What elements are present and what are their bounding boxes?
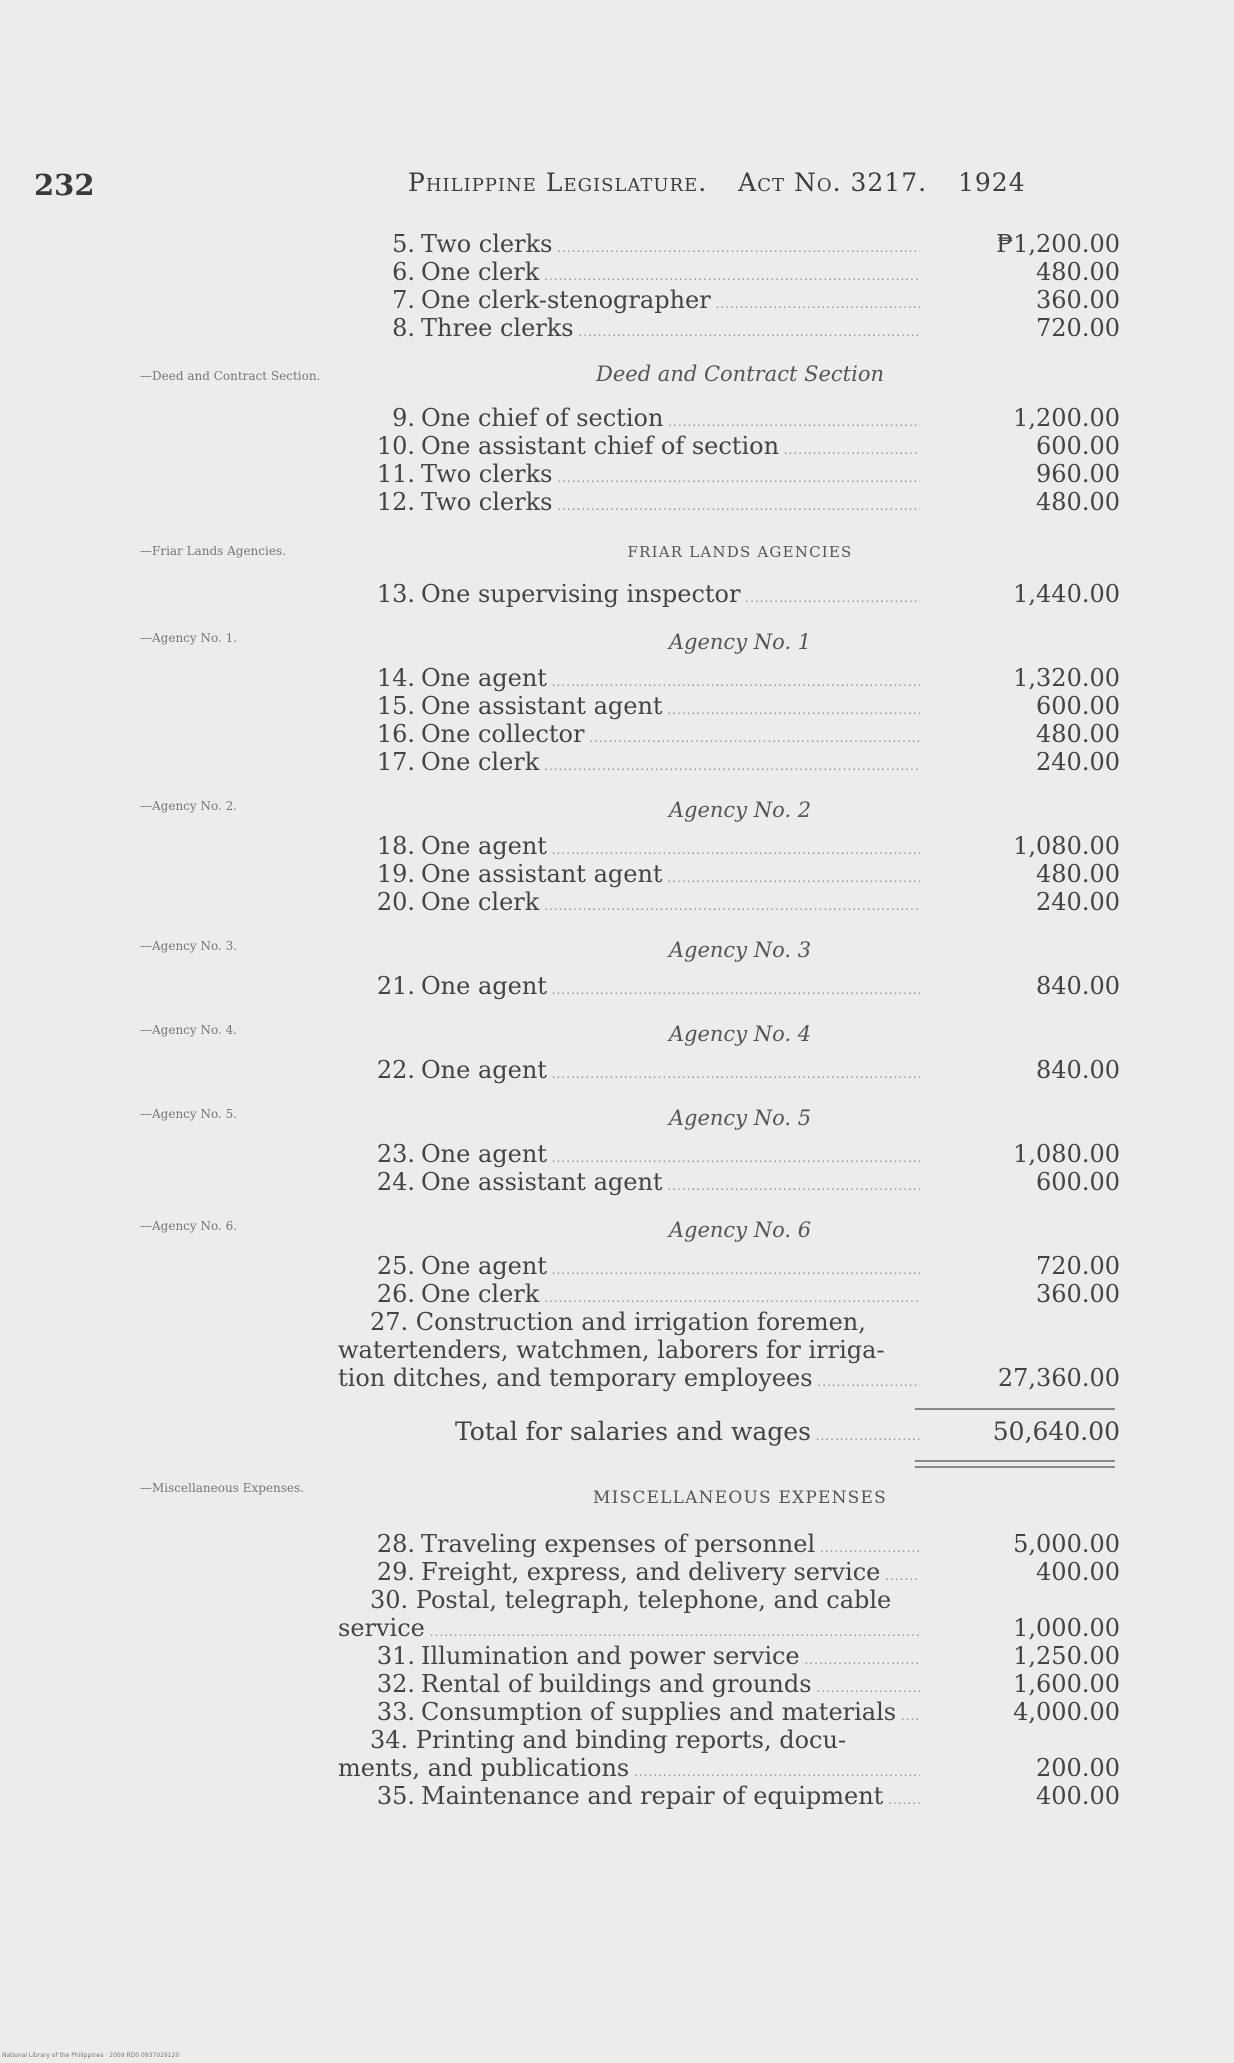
section-title-agency-4: Agency No. 4 — [668, 1022, 812, 1046]
item-number: 11. — [376, 460, 415, 488]
line-item-28 — [370, 1530, 1120, 1558]
margin-note-agency-2: —Agency No. 2. — [140, 799, 238, 813]
margin-note-friar: —Friar Lands Agencies. — [140, 544, 286, 558]
item-number: 20. — [376, 888, 415, 916]
item-label: ments, and publications ..... — [338, 1754, 920, 1786]
item-label: One agent — [421, 832, 547, 860]
line-item-5 — [370, 230, 1120, 258]
item-label: Two clerks — [421, 460, 553, 488]
item-number: 25. — [376, 1252, 415, 1280]
item-label: One clerk — [421, 748, 540, 776]
line-item-23 — [370, 1140, 1120, 1168]
section-title-deed: Deed and Contract Section — [596, 362, 884, 386]
section-title-agency-2: Agency No. 2 — [668, 798, 812, 822]
item-30-line-2 — [338, 1614, 1120, 1642]
item-label: One assistant agent — [421, 1168, 663, 1196]
line-item-25 — [370, 1252, 1120, 1280]
line-item-20 — [370, 888, 1120, 916]
section-title-friar: FRIAR LANDS AGENCIES — [627, 543, 853, 561]
item-label: One clerk — [421, 258, 540, 286]
item-label: Rental of buildings and grounds — [421, 1670, 812, 1698]
item-label: One supervising inspector — [421, 580, 741, 608]
item-label: One agent — [421, 1140, 547, 1168]
item-number: 7. — [392, 286, 415, 314]
item-amount: ₱1,200.00 — [996, 230, 1120, 258]
item-number: 22. — [376, 1056, 415, 1084]
item-amount: 1,080.00 — [1013, 832, 1120, 860]
item-34-line-1: 34. Printing and binding reports, docu- — [370, 1726, 847, 1754]
item-label: One agent — [421, 972, 547, 1000]
item-amount: 1,200.00 — [1013, 404, 1120, 432]
item-34-line-2 — [338, 1754, 1120, 1782]
item-amount: 360.00 — [1036, 286, 1120, 314]
running-head-act: Act No. 3217. — [738, 168, 928, 197]
item-amount: 600.00 — [1036, 432, 1120, 460]
line-item-14 — [370, 664, 1120, 692]
item-number: 33. — [376, 1698, 415, 1726]
line-item-9 — [370, 404, 1120, 432]
item-amount: 400.00 — [1036, 1558, 1120, 1586]
item-label: One assistant agent — [421, 860, 663, 888]
item-number: 10. — [376, 432, 415, 460]
line-item-33 — [370, 1698, 1120, 1726]
line-item-35 — [370, 1782, 1120, 1810]
item-amount: 1,440.00 — [1013, 580, 1120, 608]
item-amount: 720.00 — [1036, 1252, 1120, 1280]
item-label: One agent — [421, 1056, 547, 1084]
item-number: 16. — [376, 720, 415, 748]
page-number: 232 — [34, 168, 95, 202]
item-label: Traveling expenses of personnel — [421, 1530, 816, 1558]
item-amount: 480.00 — [1036, 258, 1120, 286]
total-double-rule — [915, 1460, 1115, 1468]
item-number: 12. — [376, 488, 415, 516]
running-head — [408, 168, 1048, 197]
line-item-29 — [370, 1558, 1120, 1586]
section-title-agency-3: Agency No. 3 — [668, 938, 812, 962]
item-label: One assistant chief of section — [421, 432, 780, 460]
item-amount: 27,360.00 — [997, 1364, 1120, 1392]
item-amount: 960.00 — [1036, 460, 1120, 488]
margin-note-misc: —Miscellaneous Expenses. — [140, 1481, 304, 1495]
item-label: One chief of section — [421, 404, 664, 432]
item-amount: 480.00 — [1036, 860, 1120, 888]
item-amount: 1,250.00 — [1013, 1642, 1120, 1670]
total-salaries-row — [455, 1418, 1120, 1446]
item-amount: 400.00 — [1036, 1782, 1120, 1810]
item-amount: 5,000.00 — [1013, 1530, 1120, 1558]
item-number: 18. — [376, 832, 415, 860]
line-item-13 — [370, 580, 1120, 608]
item-amount: 840.00 — [1036, 972, 1120, 1000]
library-stamp: National Library of the Philippines · 2009 RD0 0937029120 — [2, 2052, 180, 2059]
line-item-15 — [370, 692, 1120, 720]
item-27-line-3 — [338, 1364, 1120, 1392]
line-item-10 — [370, 432, 1120, 460]
item-number: 8. — [392, 314, 415, 342]
margin-note-agency-6: —Agency No. 6. — [140, 1219, 238, 1233]
item-label: One agent — [421, 1252, 547, 1280]
item-number: 32. — [376, 1670, 415, 1698]
item-number: 15. — [376, 692, 415, 720]
item-amount: 600.00 — [1036, 1168, 1120, 1196]
item-label: Three clerks — [421, 314, 574, 342]
running-head-year: 1924 — [958, 168, 1026, 197]
item-amount: 1,000.00 — [1013, 1614, 1120, 1642]
item-amount: 4,000.00 — [1013, 1698, 1120, 1726]
item-label: One clerk-stenographer — [421, 286, 711, 314]
item-label: Maintenance and repair of equipment — [421, 1782, 884, 1810]
margin-note-agency-3: —Agency No. 3. — [140, 939, 238, 953]
margin-note-agency-1: —Agency No. 1. — [140, 631, 238, 645]
item-27-line-1: 27. Construction and irrigation foremen, — [370, 1308, 866, 1336]
line-item-32 — [370, 1670, 1120, 1698]
item-label: One assistant agent — [421, 692, 663, 720]
item-number: 26. — [376, 1280, 415, 1308]
item-number: 35. — [376, 1782, 415, 1810]
item-amount: 840.00 — [1036, 1056, 1120, 1084]
item-amount: 480.00 — [1036, 720, 1120, 748]
line-item-22 — [370, 1056, 1120, 1084]
line-item-18 — [370, 832, 1120, 860]
line-item-6 — [370, 258, 1120, 286]
margin-note-deed: —Deed and Contract Section. — [140, 369, 321, 383]
total-amount: 50,640.00 — [992, 1417, 1120, 1446]
margin-note-agency-5: —Agency No. 5. — [140, 1107, 238, 1121]
item-number: 23. — [376, 1140, 415, 1168]
section-title-misc: MISCELLANEOUS EXPENSES — [593, 1488, 887, 1508]
item-amount: 240.00 — [1036, 888, 1120, 916]
item-label: One agent — [421, 664, 547, 692]
item-number: 17. — [376, 748, 415, 776]
item-amount: 200.00 — [1036, 1754, 1120, 1782]
line-item-16 — [370, 720, 1120, 748]
line-item-12 — [370, 488, 1120, 516]
item-label: Illumination and power service — [421, 1642, 800, 1670]
item-27-line-2: watertenders, watchmen, laborers for irriga- — [338, 1336, 885, 1364]
item-30-line-1: 30. Postal, telegraph, telephone, and cable — [370, 1586, 892, 1614]
item-amount: 1,600.00 — [1013, 1670, 1120, 1698]
line-item-11 — [370, 460, 1120, 488]
item-label: Two clerks — [421, 230, 553, 258]
item-number: 19. — [376, 860, 415, 888]
item-label: Consumption of supplies and materials — [421, 1698, 897, 1726]
item-label: service ..... — [338, 1614, 920, 1646]
item-label: One collector — [421, 720, 585, 748]
margin-note-agency-4: —Agency No. 4. — [140, 1023, 238, 1037]
item-amount: 600.00 — [1036, 692, 1120, 720]
item-number: 14. — [376, 664, 415, 692]
item-label: Two clerks — [421, 488, 553, 516]
item-amount: 240.00 — [1036, 748, 1120, 776]
line-item-7 — [370, 286, 1120, 314]
line-item-26 — [370, 1280, 1120, 1308]
item-amount: 720.00 — [1036, 314, 1120, 342]
item-number: 24. — [376, 1168, 415, 1196]
line-item-8 — [370, 314, 1120, 342]
item-label: One clerk — [421, 1280, 540, 1308]
item-number: 6. — [392, 258, 415, 286]
item-number: 13. — [376, 580, 415, 608]
running-head-title: Philippine Legislature. — [408, 168, 708, 197]
item-number: 29. — [376, 1558, 415, 1586]
line-item-21 — [370, 972, 1120, 1000]
item-number: 31. — [376, 1642, 415, 1670]
item-amount: 1,080.00 — [1013, 1140, 1120, 1168]
item-amount: 1,320.00 — [1013, 664, 1120, 692]
section-title-agency-1: Agency No. 1 — [668, 630, 812, 654]
item-amount: 480.00 — [1036, 488, 1120, 516]
line-item-19 — [370, 860, 1120, 888]
line-item-24 — [370, 1168, 1120, 1196]
item-number: 9. — [392, 404, 415, 432]
line-item-31 — [370, 1642, 1120, 1670]
section-title-agency-5: Agency No. 5 — [668, 1106, 812, 1130]
item-number: 5. — [392, 230, 415, 258]
total-label: Total for salaries and wages ..... — [455, 1418, 920, 1450]
item-amount: 360.00 — [1036, 1280, 1120, 1308]
item-label: Freight, express, and delivery service — [421, 1558, 881, 1586]
total-rule — [915, 1408, 1115, 1410]
line-item-17 — [370, 748, 1120, 776]
item-number: 21. — [376, 972, 415, 1000]
item-label: One clerk — [421, 888, 540, 916]
item-label: tion ditches, and temporary employees ..... — [338, 1364, 920, 1396]
section-title-agency-6: Agency No. 6 — [668, 1218, 812, 1242]
item-number: 28. — [376, 1530, 415, 1558]
